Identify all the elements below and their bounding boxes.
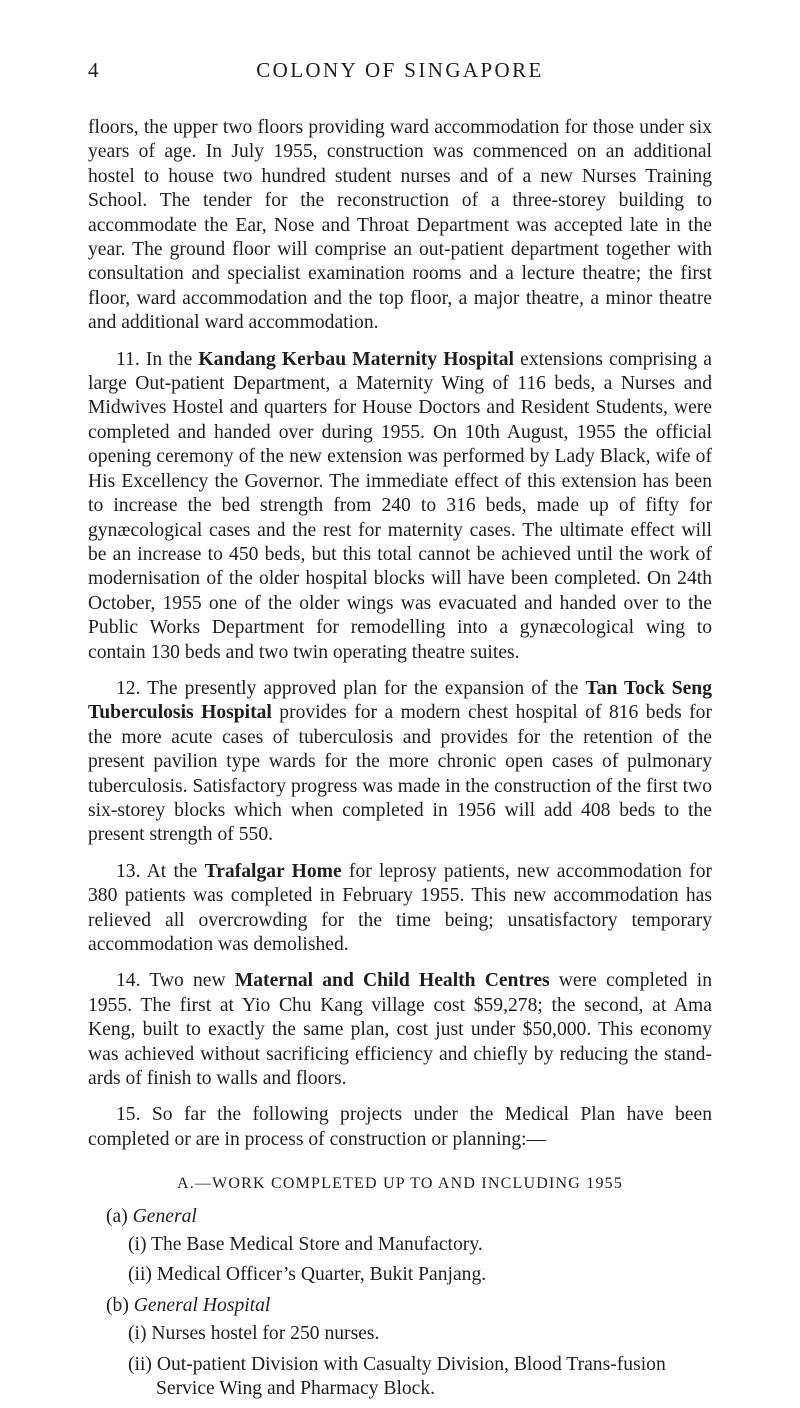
paragraph-12-body: provides for a modern chest hospital of 816 beds for the more acute cases of tuberculosis and provides for the retention of the present pavilion type wards for the more chronic open cases of pulmonary tuberculosis. Satisfactory progress was made in the construction of the first two six-storey blocks which when completed in 1956 will add 408 beds to the present strength of 550. <box>88 702 712 846</box>
list-item: (i) Nurses hostel for 250 nurses. <box>128 1323 380 1345</box>
subsection-general-hospital-label: (b) <box>106 1294 129 1316</box>
paragraph-15: 15. So far the following projects under the Medical Plan have been completed or are in process of construction or planning:— <box>88 1104 712 1150</box>
page-number: 4 <box>88 58 99 82</box>
tan-tock-seng-hospital-name: Tan Tock Seng Tuberculosis Hospital <box>88 677 712 724</box>
running-title: COLONY OF SINGAPORE <box>256 58 544 82</box>
paragraph-13-body: for leprosy patients, new accommodation for 380 patients was completed in February 1955. This new accommodation has relieved all overcrowding for the time being; unsatisfactory temporary accommodation was demolished. <box>88 860 713 955</box>
paragraph-13-lead: 13. At the <box>116 860 205 882</box>
paragraph-11-lead: 11. In the <box>116 348 199 370</box>
paragraph-14-lead: 14. Two new <box>116 970 235 992</box>
maternal-child-health-centres-name: Maternal and Child Health Centres <box>234 970 550 992</box>
paragraph-continued: floors, the upper two floors providing ward accommodation for those under six years of age. In July 1955, construction was commenced on an additional hostel to house two hundred student nurses and of a new Nurses Training School. The tender for the reconstruction of a three-storey building to accommodate the Ear, Nose and Throat Department was accepted late in the year. The ground floor will comprise an out-patient department together with consultation and specialist examination rooms and a lecture theatre; the first floor, ward accommodation and the top floor, a major theatre, a minor theatre and additional ward accommodation. <box>88 117 712 334</box>
paragraph-12-lead: 12. The presently approved plan for the expansion of the <box>116 677 586 699</box>
paragraph-14-body: were completed in 1955. The first at Yio Chu Kang village cost $59,278; the second, at Ama Keng, built to exactly the same plan, cost just under $50,000. This economy was achieved without sacrificing efficiency and chiefly by reducing the stand-ards of finish to walls and floors. <box>88 970 712 1090</box>
paragraph-13 <box>88 860 712 958</box>
trafalgar-home-name: Trafalgar Home <box>204 860 342 882</box>
paragraph-11-body: extensions comprising a large Out-patient Department, a Maternity Wing of 116 beds, a Nurses and Midwives Hostel and quarters for House Doctors and Resident Students, were completed and handed over during 1955. On 10th August, 1955 the official opening ceremony of the new extension was performed by Lady Black, wife of His Excellency the Governor. The immediate effect of this extension has been to increase the bed strength from 240 to 316 beds, made up of fifty for gynæcological cases and the rest for maternity cases. The ultimate effect will be an increase to 450 beds, but this total cannot be achieved until the work of modernisation of the older hospital blocks will have been completed. On 24th October, 1955 one of the older wings was evacuated and handed over to the Public Works Department for remodelling into a gynæcological wing to contain 130 beds and two twin operating theatre suites. <box>88 348 712 663</box>
paragraph-12 <box>88 677 712 848</box>
kandang-kerbau-hospital-name: Kandang Kerbau Maternity Hospital <box>198 348 515 370</box>
subsection-general-title: General <box>132 1205 197 1227</box>
subsection-general-hospital-title: General Hospital <box>133 1294 271 1316</box>
subsection-general-heading <box>106 1205 712 1229</box>
subsection-general-label: (a) <box>106 1205 128 1227</box>
section-a-heading: A.—WORK COMPLETED UP TO AND INCLUDING 1955 <box>176 1175 624 1193</box>
list-item: (ii) Medical Officer’s Quarter, Bukit Panjang. <box>128 1264 487 1286</box>
body-text <box>88 116 712 1408</box>
list-item: (ii) Out-patient Division with Casualty Division, Blood Trans-fusion Service Wing and Pharmacy Block. <box>128 1353 666 1400</box>
paragraph-14 <box>88 969 712 1091</box>
subsection-general-hospital-heading <box>106 1294 712 1318</box>
paragraph-11 <box>88 348 712 665</box>
page-header <box>88 58 712 88</box>
list-item: (i) The Base Medical Store and Manufactory. <box>128 1234 483 1256</box>
